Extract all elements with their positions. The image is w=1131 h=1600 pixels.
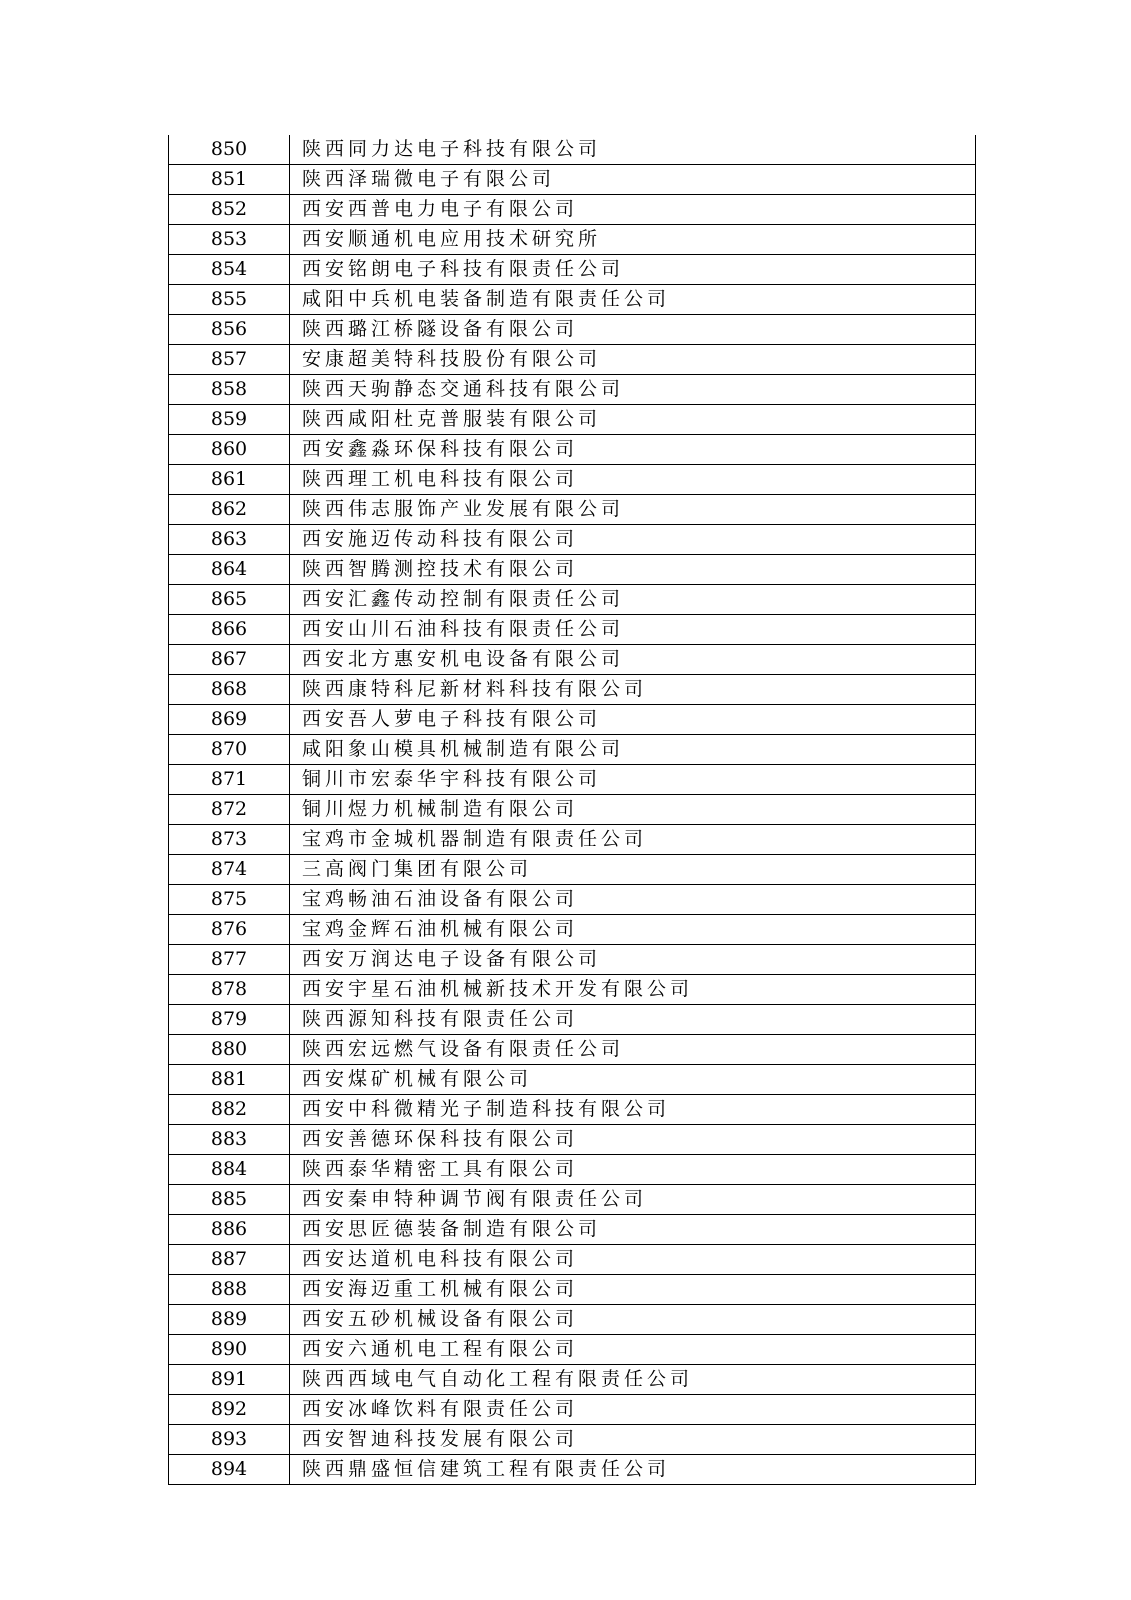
table-row bbox=[169, 1095, 976, 1125]
company-name-cell: 西安吾人萝电子科技有限公司 bbox=[290, 705, 976, 735]
company-name-cell: 陕西泽瑞微电子有限公司 bbox=[290, 165, 976, 195]
company-name-cell: 陕西鼎盛恒信建筑工程有限责任公司 bbox=[290, 1455, 976, 1485]
row-index-cell: 865 bbox=[169, 585, 290, 615]
company-name-cell: 陕西西域电气自动化工程有限责任公司 bbox=[290, 1365, 976, 1395]
row-index-cell: 870 bbox=[169, 735, 290, 765]
row-index-cell: 882 bbox=[169, 1095, 290, 1125]
table-row bbox=[169, 1005, 976, 1035]
company-name-cell: 陕西伟志服饰产业发展有限公司 bbox=[290, 495, 976, 525]
table-row bbox=[169, 765, 976, 795]
company-name-cell: 宝鸡金辉石油机械有限公司 bbox=[290, 915, 976, 945]
table-row bbox=[169, 465, 976, 495]
company-name-cell: 陕西咸阳杜克普服装有限公司 bbox=[290, 405, 976, 435]
table-row bbox=[169, 1365, 976, 1395]
row-index-cell: 881 bbox=[169, 1065, 290, 1095]
table-row bbox=[169, 525, 976, 555]
table-row bbox=[169, 315, 976, 345]
row-index-cell: 859 bbox=[169, 405, 290, 435]
table-body bbox=[169, 135, 976, 1485]
table-row bbox=[169, 735, 976, 765]
row-index-cell: 893 bbox=[169, 1425, 290, 1455]
company-name-cell: 西安西普电力电子有限公司 bbox=[290, 195, 976, 225]
company-name-cell: 西安施迈传动科技有限公司 bbox=[290, 525, 976, 555]
table-row bbox=[169, 585, 976, 615]
table-row bbox=[169, 165, 976, 195]
row-index-cell: 861 bbox=[169, 465, 290, 495]
company-name-cell: 咸阳象山模具机械制造有限公司 bbox=[290, 735, 976, 765]
row-index-cell: 886 bbox=[169, 1215, 290, 1245]
row-index-cell: 851 bbox=[169, 165, 290, 195]
row-index-cell: 868 bbox=[169, 675, 290, 705]
table-row bbox=[169, 195, 976, 225]
table-row bbox=[169, 645, 976, 675]
company-name-cell: 西安智迪科技发展有限公司 bbox=[290, 1425, 976, 1455]
row-index-cell: 860 bbox=[169, 435, 290, 465]
table-row bbox=[169, 1215, 976, 1245]
company-name-cell: 西安顺通机电应用技术研究所 bbox=[290, 225, 976, 255]
row-index-cell: 885 bbox=[169, 1185, 290, 1215]
company-name-cell: 陕西泰华精密工具有限公司 bbox=[290, 1155, 976, 1185]
table-row bbox=[169, 225, 976, 255]
company-name-cell: 陕西理工机电科技有限公司 bbox=[290, 465, 976, 495]
table-row bbox=[169, 435, 976, 465]
table-row bbox=[169, 915, 976, 945]
company-name-cell: 西安汇鑫传动控制有限责任公司 bbox=[290, 585, 976, 615]
row-index-cell: 857 bbox=[169, 345, 290, 375]
company-name-cell: 西安思匠德装备制造有限公司 bbox=[290, 1215, 976, 1245]
table-row bbox=[169, 1245, 976, 1275]
company-name-cell: 陕西智腾测控技术有限公司 bbox=[290, 555, 976, 585]
company-name-cell: 咸阳中兵机电装备制造有限责任公司 bbox=[290, 285, 976, 315]
table-row bbox=[169, 135, 976, 165]
company-name-cell: 铜川煜力机械制造有限公司 bbox=[290, 795, 976, 825]
company-name-cell: 陕西康特科尼新材料科技有限公司 bbox=[290, 675, 976, 705]
company-name-cell: 铜川市宏泰华宇科技有限公司 bbox=[290, 765, 976, 795]
row-index-cell: 853 bbox=[169, 225, 290, 255]
company-name-cell: 三高阀门集团有限公司 bbox=[290, 855, 976, 885]
row-index-cell: 869 bbox=[169, 705, 290, 735]
company-name-cell: 安康超美特科技股份有限公司 bbox=[290, 345, 976, 375]
company-name-cell: 宝鸡市金城机器制造有限责任公司 bbox=[290, 825, 976, 855]
table-row bbox=[169, 495, 976, 525]
row-index-cell: 883 bbox=[169, 1125, 290, 1155]
company-name-cell: 西安万润达电子设备有限公司 bbox=[290, 945, 976, 975]
row-index-cell: 867 bbox=[169, 645, 290, 675]
company-name-cell: 陕西同力达电子科技有限公司 bbox=[290, 135, 976, 165]
table-row bbox=[169, 375, 976, 405]
row-index-cell: 894 bbox=[169, 1455, 290, 1485]
row-index-cell: 887 bbox=[169, 1245, 290, 1275]
company-name-cell: 西安铭朗电子科技有限责任公司 bbox=[290, 255, 976, 285]
row-index-cell: 889 bbox=[169, 1305, 290, 1335]
row-index-cell: 890 bbox=[169, 1335, 290, 1365]
company-name-cell: 陕西璐江桥隧设备有限公司 bbox=[290, 315, 976, 345]
table-row bbox=[169, 345, 976, 375]
table-row bbox=[169, 1035, 976, 1065]
row-index-cell: 880 bbox=[169, 1035, 290, 1065]
row-index-cell: 879 bbox=[169, 1005, 290, 1035]
table-row bbox=[169, 975, 976, 1005]
row-index-cell: 892 bbox=[169, 1395, 290, 1425]
row-index-cell: 852 bbox=[169, 195, 290, 225]
company-name-cell: 陕西天驹静态交通科技有限公司 bbox=[290, 375, 976, 405]
row-index-cell: 891 bbox=[169, 1365, 290, 1395]
row-index-cell: 858 bbox=[169, 375, 290, 405]
company-name-cell: 西安五砂机械设备有限公司 bbox=[290, 1305, 976, 1335]
company-name-cell: 西安冰峰饮料有限责任公司 bbox=[290, 1395, 976, 1425]
row-index-cell: 863 bbox=[169, 525, 290, 555]
company-name-cell: 西安海迈重工机械有限公司 bbox=[290, 1275, 976, 1305]
table-row bbox=[169, 1305, 976, 1335]
company-name-cell: 西安煤矿机械有限公司 bbox=[290, 1065, 976, 1095]
company-name-cell: 西安中科微精光子制造科技有限公司 bbox=[290, 1095, 976, 1125]
table-row bbox=[169, 1065, 976, 1095]
table-row bbox=[169, 1395, 976, 1425]
row-index-cell: 864 bbox=[169, 555, 290, 585]
row-index-cell: 872 bbox=[169, 795, 290, 825]
company-name-cell: 西安善德环保科技有限公司 bbox=[290, 1125, 976, 1155]
table-row bbox=[169, 1125, 976, 1155]
table-row bbox=[169, 855, 976, 885]
table-row bbox=[169, 1455, 976, 1485]
table-row bbox=[169, 1425, 976, 1455]
company-name-cell: 西安六通机电工程有限公司 bbox=[290, 1335, 976, 1365]
row-index-cell: 873 bbox=[169, 825, 290, 855]
table-row bbox=[169, 705, 976, 735]
table-row bbox=[169, 885, 976, 915]
company-name-cell: 西安鑫淼环保科技有限公司 bbox=[290, 435, 976, 465]
table-row bbox=[169, 555, 976, 585]
row-index-cell: 874 bbox=[169, 855, 290, 885]
company-name-cell: 西安秦申特种调节阀有限责任公司 bbox=[290, 1185, 976, 1215]
row-index-cell: 854 bbox=[169, 255, 290, 285]
company-name-cell: 宝鸡畅油石油设备有限公司 bbox=[290, 885, 976, 915]
company-name-cell: 西安宇星石油机械新技术开发有限公司 bbox=[290, 975, 976, 1005]
row-index-cell: 877 bbox=[169, 945, 290, 975]
row-index-cell: 862 bbox=[169, 495, 290, 525]
table-row bbox=[169, 675, 976, 705]
table-row bbox=[169, 825, 976, 855]
row-index-cell: 866 bbox=[169, 615, 290, 645]
row-index-cell: 884 bbox=[169, 1155, 290, 1185]
table-row bbox=[169, 945, 976, 975]
row-index-cell: 850 bbox=[169, 135, 290, 165]
table-row bbox=[169, 795, 976, 825]
table-row bbox=[169, 1155, 976, 1185]
table-row bbox=[169, 255, 976, 285]
row-index-cell: 878 bbox=[169, 975, 290, 1005]
table-row bbox=[169, 405, 976, 435]
table-row bbox=[169, 1185, 976, 1215]
table-row bbox=[169, 1335, 976, 1365]
row-index-cell: 871 bbox=[169, 765, 290, 795]
table-row bbox=[169, 615, 976, 645]
company-name-cell: 西安北方惠安机电设备有限公司 bbox=[290, 645, 976, 675]
company-name-cell: 西安达道机电科技有限公司 bbox=[290, 1245, 976, 1275]
company-name-cell: 陕西宏远燃气设备有限责任公司 bbox=[290, 1035, 976, 1065]
row-index-cell: 855 bbox=[169, 285, 290, 315]
row-index-cell: 856 bbox=[169, 315, 290, 345]
row-index-cell: 876 bbox=[169, 915, 290, 945]
company-name-cell: 西安山川石油科技有限责任公司 bbox=[290, 615, 976, 645]
row-index-cell: 888 bbox=[169, 1275, 290, 1305]
company-list-table bbox=[168, 135, 976, 1485]
row-index-cell: 875 bbox=[169, 885, 290, 915]
table-row bbox=[169, 285, 976, 315]
company-name-cell: 陕西源知科技有限责任公司 bbox=[290, 1005, 976, 1035]
table-row bbox=[169, 1275, 976, 1305]
